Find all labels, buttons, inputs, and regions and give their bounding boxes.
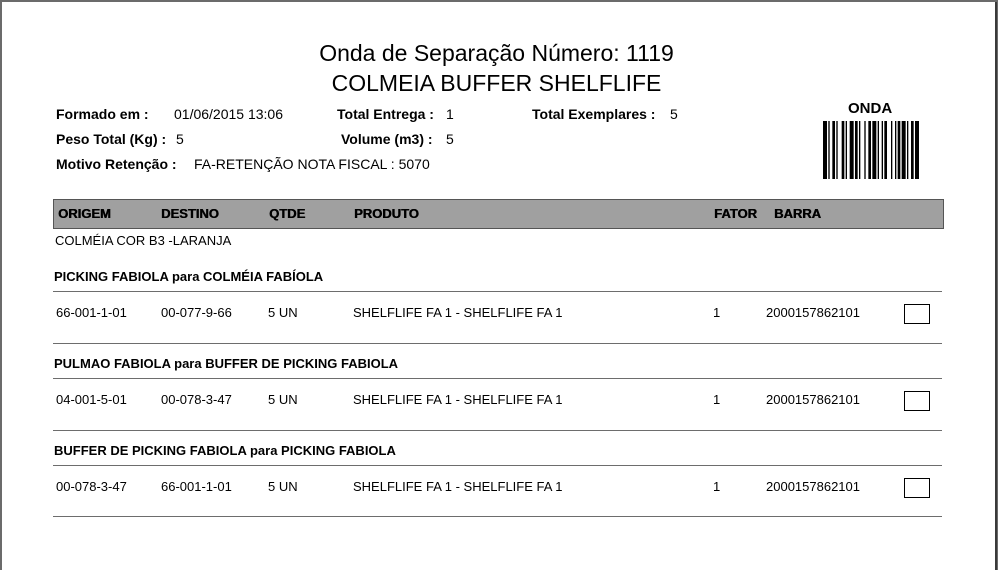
cell-origem: 04-001-5-01: [56, 392, 127, 407]
barcode-bar: [842, 121, 845, 179]
motivo-label: Motivo Retenção :: [56, 156, 177, 172]
column-origem: ORIGEM: [58, 206, 111, 221]
cell-destino: 00-078-3-47: [161, 392, 232, 407]
row-checkbox[interactable]: [904, 391, 930, 411]
cell-qtde: 5 UN: [268, 305, 298, 320]
cell-origem: 00-078-3-47: [56, 479, 127, 494]
group-divider: [53, 516, 942, 517]
barcode-bar: [891, 121, 892, 179]
peso-value: 5: [176, 131, 184, 147]
barcode-label: ONDA: [848, 100, 893, 117]
column-barra: BARRA: [774, 206, 821, 221]
column-qtde: QTDE: [269, 206, 306, 221]
barcode-bar: [902, 121, 906, 179]
barcode-bar: [846, 121, 847, 179]
report-page: [2, 2, 995, 570]
total-entrega-value: 1: [446, 106, 454, 122]
barcode-bar: [864, 121, 865, 179]
group-divider: [53, 291, 942, 292]
cell-barra: 2000157862101: [766, 392, 860, 407]
cell-produto: SHELFLIFE FA 1 - SHELFLIFE FA 1: [353, 392, 563, 407]
barcode-bar: [868, 121, 871, 179]
barcode-bar: [884, 121, 887, 179]
barcode-bar: [898, 121, 901, 179]
barcode-bar: [895, 121, 896, 179]
total-exemplares-value: 5: [670, 106, 678, 122]
cell-qtde: 5 UN: [268, 479, 298, 494]
cell-fator: 1: [713, 479, 721, 494]
cell-destino: 66-001-1-01: [161, 479, 232, 494]
cell-produto: SHELFLIFE FA 1 - SHELFLIFE FA 1: [353, 305, 563, 320]
table-subheader: COLMÉIA COR B3 -LARANJA: [55, 233, 232, 248]
cell-produto: SHELFLIFE FA 1 - SHELFLIFE FA 1: [353, 479, 563, 494]
group-title: PICKING FABIOLA para COLMÉIA FABÍOLA: [54, 269, 324, 284]
volume-value: 5: [446, 131, 454, 147]
cell-fator: 1: [713, 305, 721, 320]
cell-barra: 2000157862101: [766, 479, 860, 494]
row-checkbox[interactable]: [904, 304, 930, 324]
barcode-bar: [836, 121, 837, 179]
barcode-bar: [832, 121, 835, 179]
barcode-bar: [911, 121, 914, 179]
group-divider: [53, 430, 942, 431]
barcode-bar: [907, 121, 908, 179]
report-title: Onda de Separação Número: 1119: [319, 40, 674, 66]
total-exemplares-label: Total Exemplares :: [532, 106, 656, 122]
barcode-bar: [882, 121, 883, 179]
column-produto: PRODUTO: [354, 206, 419, 221]
barcode-bar: [850, 121, 854, 179]
group-divider: [53, 378, 942, 379]
group-title: PULMAO FABIOLA para BUFFER DE PICKING FABIOLA: [54, 356, 399, 371]
group-divider: [53, 343, 942, 344]
table-header: [53, 199, 944, 229]
motivo-value: FA-RETENÇÃO NOTA FISCAL : 5070: [194, 156, 430, 172]
barcode-bar: [878, 121, 879, 179]
group-divider: [53, 465, 942, 466]
volume-label: Volume (m3) :: [341, 131, 433, 147]
cell-qtde: 5 UN: [268, 392, 298, 407]
group-title: BUFFER DE PICKING FABIOLA para PICKING FABIOLA: [54, 443, 396, 458]
total-entrega-label: Total Entrega :: [337, 106, 434, 122]
report-subtitle: COLMEIA BUFFER SHELFLIFE: [331, 70, 662, 96]
column-destino: DESTINO: [161, 206, 219, 221]
barcode-bar: [872, 121, 876, 179]
barcode-bar: [915, 121, 919, 179]
row-checkbox[interactable]: [904, 478, 930, 498]
formado-label: Formado em :: [56, 106, 149, 122]
barcode-bar: [828, 121, 829, 179]
cell-destino: 00-077-9-66: [161, 305, 232, 320]
barcode-bar: [859, 121, 860, 179]
formado-value: 01/06/2015 13:06: [174, 106, 283, 122]
barcode-bar: [823, 121, 827, 179]
barcode-image: [823, 121, 919, 179]
peso-label: Peso Total (Kg) :: [56, 131, 167, 147]
barcode-bar: [855, 121, 858, 179]
cell-fator: 1: [713, 392, 721, 407]
cell-barra: 2000157862101: [766, 305, 860, 320]
column-fator: FATOR: [714, 206, 757, 221]
cell-origem: 66-001-1-01: [56, 305, 127, 320]
